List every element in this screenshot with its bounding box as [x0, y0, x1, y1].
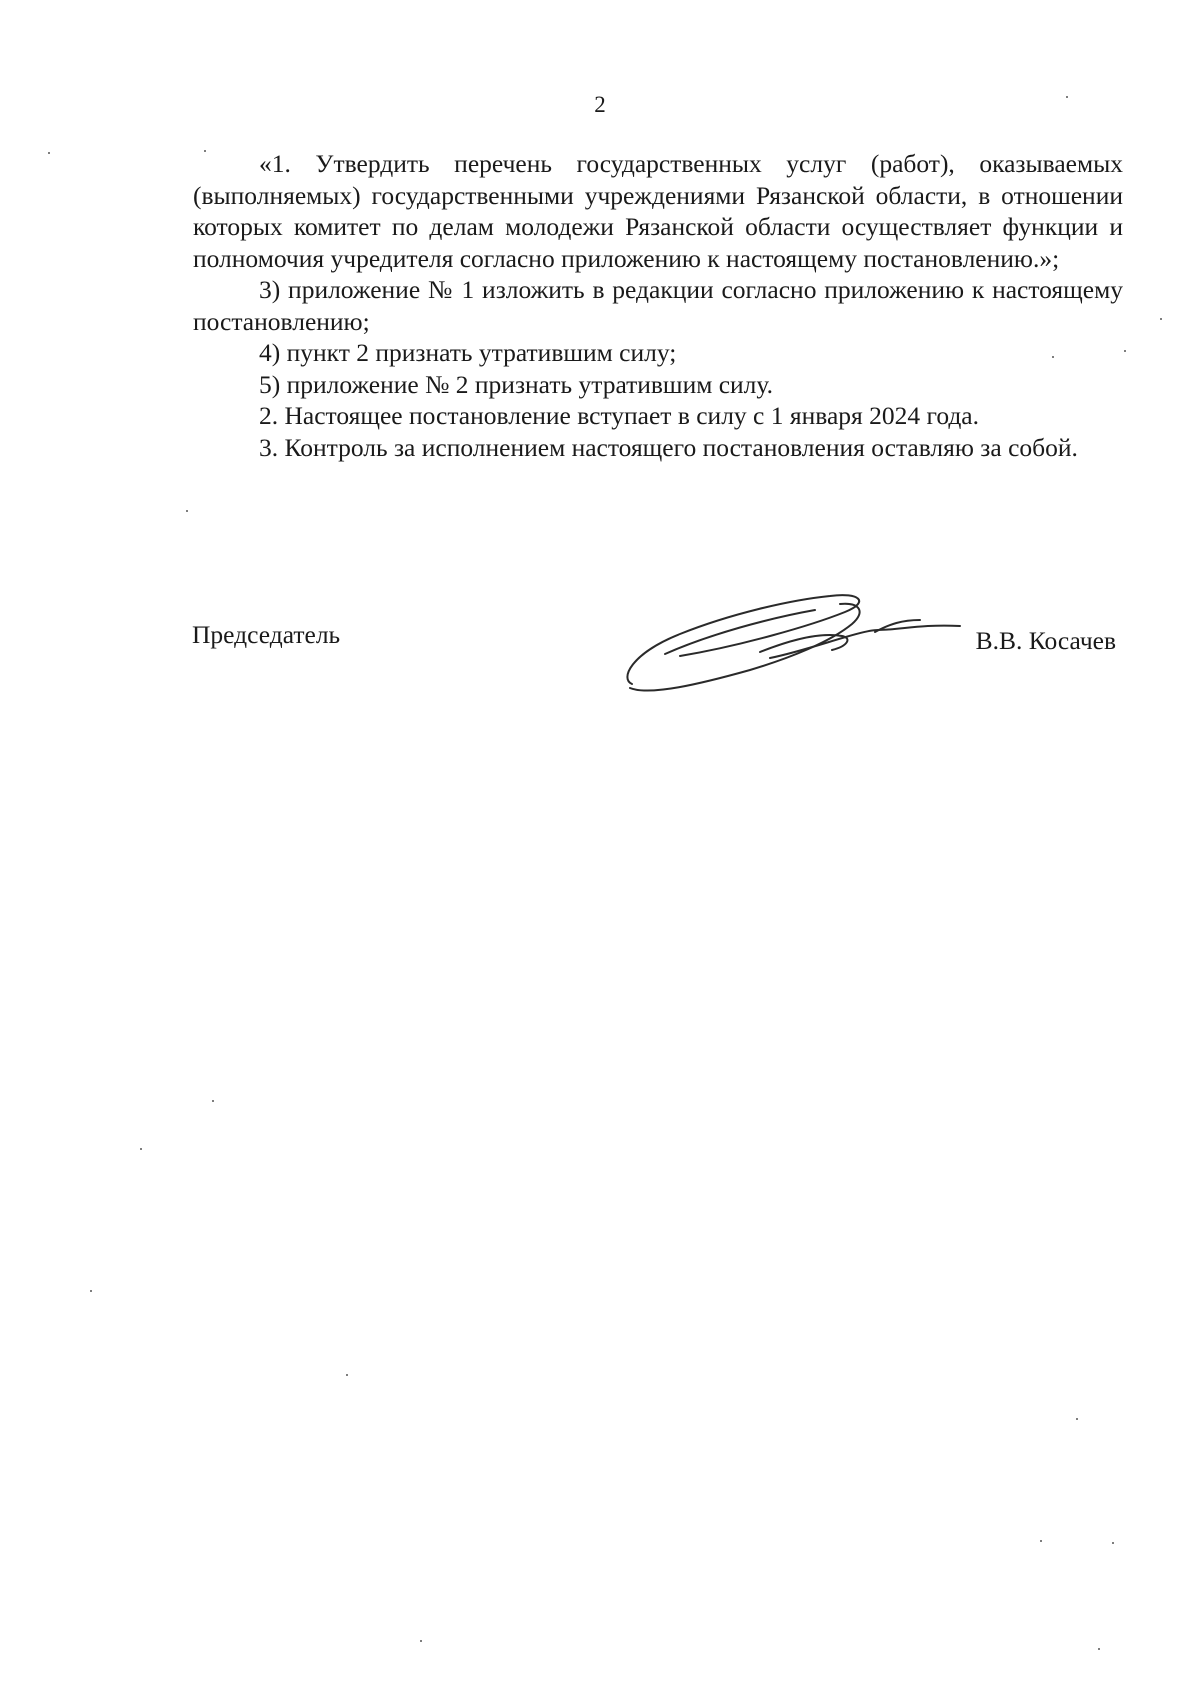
- scan-speck: [1076, 1418, 1078, 1420]
- scan-speck: [1160, 318, 1162, 320]
- paragraph-item-4: 4) пункт 2 признать утратившим силу;: [259, 338, 677, 367]
- scan-speck: [346, 1374, 348, 1376]
- document-body: [193, 148, 1123, 463]
- scan-speck: [212, 1100, 214, 1102]
- paragraph-item-3: 3) приложение № 1 изложить в редакции согласно приложению к настоящему постановлению;: [193, 275, 1123, 336]
- scan-speck: [48, 152, 50, 154]
- scan-speck: [90, 1290, 92, 1292]
- scan-speck: [204, 150, 206, 152]
- scan-speck: [420, 1640, 422, 1642]
- paragraph-control: 3. Контроль за исполнением настоящего постановления оставляю за собой.: [259, 432, 1078, 462]
- scan-speck: [1040, 1540, 1042, 1542]
- handwritten-signature: [620, 584, 980, 704]
- signatory-name: В.В. Косачев: [975, 626, 1116, 655]
- scan-speck: [1098, 1648, 1100, 1650]
- signatory-title: Председатель: [192, 620, 341, 649]
- signature-block: [0, 540, 1200, 720]
- scan-speck: [1066, 96, 1068, 98]
- paragraph-item-1: «1. Утвердить перечень государственных услуг (работ), оказываемых (выполняемых) государственными учреждениями Рязанской области, в отношении которых комитет по делам молодежи Рязанской области осуществляет функции и полномочия учредителя согласно приложению к настоящему постановлению.»;: [193, 149, 1123, 273]
- scan-speck: [140, 1148, 142, 1150]
- scan-speck: [1052, 356, 1054, 358]
- paragraph-item-5: 5) приложение № 2 признать утратившим силу.: [259, 369, 773, 399]
- scan-speck: [1112, 1542, 1114, 1544]
- page-number: 2: [594, 92, 606, 117]
- scan-speck: [186, 510, 188, 512]
- scan-speck: [1124, 350, 1126, 352]
- paragraph-effective-date: 2. Настоящее постановление вступает в силу с 1 января 2024 года.: [259, 401, 980, 430]
